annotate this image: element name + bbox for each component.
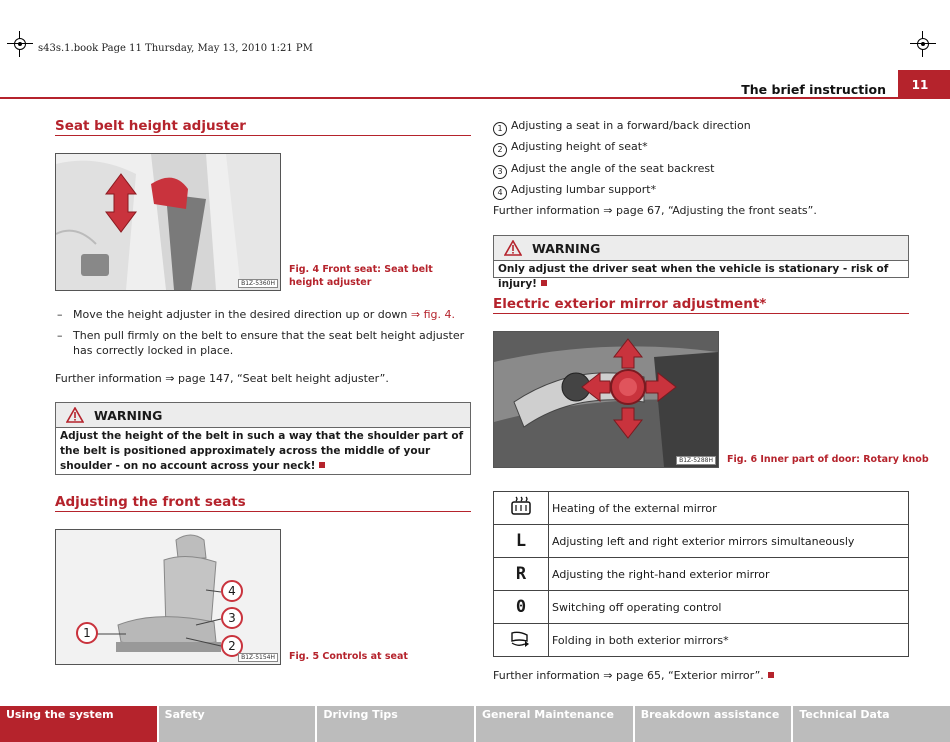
warning-triangle-icon <box>66 407 84 423</box>
fig5-code: B1Z-5154H <box>238 653 278 662</box>
digit-zero-icon: 0 <box>494 591 549 624</box>
fig5-caption: Fig. 5 Controls at seat <box>289 651 408 662</box>
fig4-link[interactable]: fig. 4. <box>423 308 456 321</box>
end-square-icon <box>319 462 325 468</box>
nav-technical-data[interactable]: Technical Data <box>793 706 950 742</box>
warning-driver-seat-text: Only adjust the driver seat when the vehicle is stationary - risk of injury! <box>498 263 889 290</box>
nav-safety[interactable]: Safety <box>159 706 318 742</box>
seat-callout-2: 2 <box>228 639 236 653</box>
fig6-code: B1Z-5288H <box>676 456 716 465</box>
front-seats-section-title: Adjusting the front seats <box>55 494 246 510</box>
section-header-title: The brief instruction <box>741 82 886 97</box>
warning-triangle-icon <box>504 240 522 256</box>
seats-further-info: Further information ⇒ page 67, “Adjusting the front seats”. <box>493 204 817 217</box>
chapter-navigation <box>0 706 950 742</box>
heated-mirror-icon <box>494 492 549 525</box>
mirror-further-text: Further information ⇒ page 65, “Exterior mirror”. <box>493 669 764 682</box>
bullet-1-ref[interactable]: ⇒ fig. 4. <box>410 308 456 321</box>
fig4-code: B1Z-5360H <box>238 279 278 288</box>
warning-box-driver-seat <box>493 235 909 290</box>
warning-box-seatbelt <box>55 402 471 475</box>
mirror-knob-illustration <box>494 332 718 467</box>
nav-breakdown-assistance[interactable]: Breakdown assistance <box>635 706 794 742</box>
nav-using-the-system[interactable]: Using the system <box>0 706 159 742</box>
seat-control-item-2 <box>493 139 648 157</box>
seat-control-item-3 <box>493 161 714 179</box>
mirror-further-info <box>493 668 774 683</box>
warning-text-seatbelt <box>56 428 470 476</box>
table-cell-text: Adjusting the right-hand exterior mirror <box>549 558 909 591</box>
bullet-2-text: Then pull firmly on the belt to ensure that the seat belt height adjuster has correctly locked in place. <box>73 329 465 357</box>
bullet-1-text: Move the height adjuster in the desired direction up or down <box>73 308 408 321</box>
number-circle-3: 3 <box>493 165 507 179</box>
table-cell-text: Folding in both exterior mirrors* <box>549 624 909 657</box>
end-square-icon <box>768 672 774 678</box>
table-row <box>494 558 909 591</box>
warning-text-driver-seat <box>494 261 908 294</box>
warning-header-2 <box>494 236 908 261</box>
table-cell-text: Switching off operating control <box>549 591 909 624</box>
number-circle-2: 2 <box>493 143 507 157</box>
table-cell-text: Heating of the external mirror <box>549 492 909 525</box>
end-square-icon <box>541 280 547 286</box>
seat-callout-4: 4 <box>228 584 236 598</box>
warning-header <box>56 403 470 428</box>
crop-mark-top-right <box>910 31 936 57</box>
fig4-seatbelt-image <box>55 153 281 291</box>
item-4-text: Adjusting lumbar support* <box>511 183 657 196</box>
seat-callout-1: 1 <box>83 626 91 640</box>
number-circle-4: 4 <box>493 186 507 200</box>
warning-seatbelt-text: Adjust the height of the belt in such a way that the shoulder part of the belt is positioned approximately across the middle of your shoulder - on no account across your neck! <box>60 430 464 472</box>
seatbelt-bullet-2: – Then pull firmly on the belt to ensure that the seat belt height adjuster has correctly locked in place. <box>55 328 471 358</box>
page-number: 11 <box>911 77 929 92</box>
mirror-title-rule <box>493 313 909 314</box>
table-row <box>494 624 909 657</box>
seatbelt-bullet-1: – Move the height adjuster in the desired direction up or down ⇒ fig. 4. <box>57 308 456 321</box>
seat-callout-3: 3 <box>228 611 236 625</box>
warning-label: WARNING <box>94 407 163 423</box>
seatbelt-title-rule <box>55 135 471 136</box>
nav-general-maintenance[interactable]: General Maintenance <box>476 706 635 742</box>
fig6-mirror-knob-image <box>493 331 719 468</box>
fold-mirror-icon <box>494 624 549 657</box>
seatbelt-section-title: Seat belt height adjuster <box>55 118 246 134</box>
item-2-text: Adjusting height of seat* <box>511 140 648 153</box>
number-circle-1: 1 <box>493 122 507 136</box>
letter-r-icon: R <box>494 558 549 591</box>
letter-l-icon: L <box>494 525 549 558</box>
book-info-line: s43s.1.book Page 11 Thursday, May 13, 2010 1:21 PM <box>38 43 313 54</box>
seat-illustration <box>56 530 280 664</box>
crop-mark-top-left <box>7 31 33 57</box>
item-1-text: Adjusting a seat in a forward/back direction <box>511 119 751 132</box>
fig4-caption: Fig. 4 Front seat: Seat belt height adjuster <box>289 264 433 288</box>
table-row <box>494 591 909 624</box>
seatbelt-illustration <box>56 154 280 290</box>
table-row <box>494 492 909 525</box>
nav-driving-tips[interactable]: Driving Tips <box>317 706 476 742</box>
item-3-text: Adjust the angle of the seat backrest <box>511 162 715 175</box>
header-divider <box>0 97 907 99</box>
fig6-caption: Fig. 6 Inner part of door: Rotary knob <box>727 454 929 465</box>
seat-control-item-1 <box>493 118 751 136</box>
table-cell-text: Adjusting left and right exterior mirrors simultaneously <box>549 525 909 558</box>
table-row <box>494 525 909 558</box>
fig5-seat-image <box>55 529 281 665</box>
page-number-tab <box>898 70 950 99</box>
seat-control-item-4 <box>493 182 656 200</box>
warning-label-2: WARNING <box>532 240 601 256</box>
front-seats-title-rule <box>55 511 471 512</box>
mirror-section-title: Electric exterior mirror adjustment* <box>493 296 767 312</box>
mirror-functions-table <box>493 491 909 657</box>
seatbelt-further-info: Further information ⇒ page 147, “Seat belt height adjuster”. <box>55 372 389 385</box>
